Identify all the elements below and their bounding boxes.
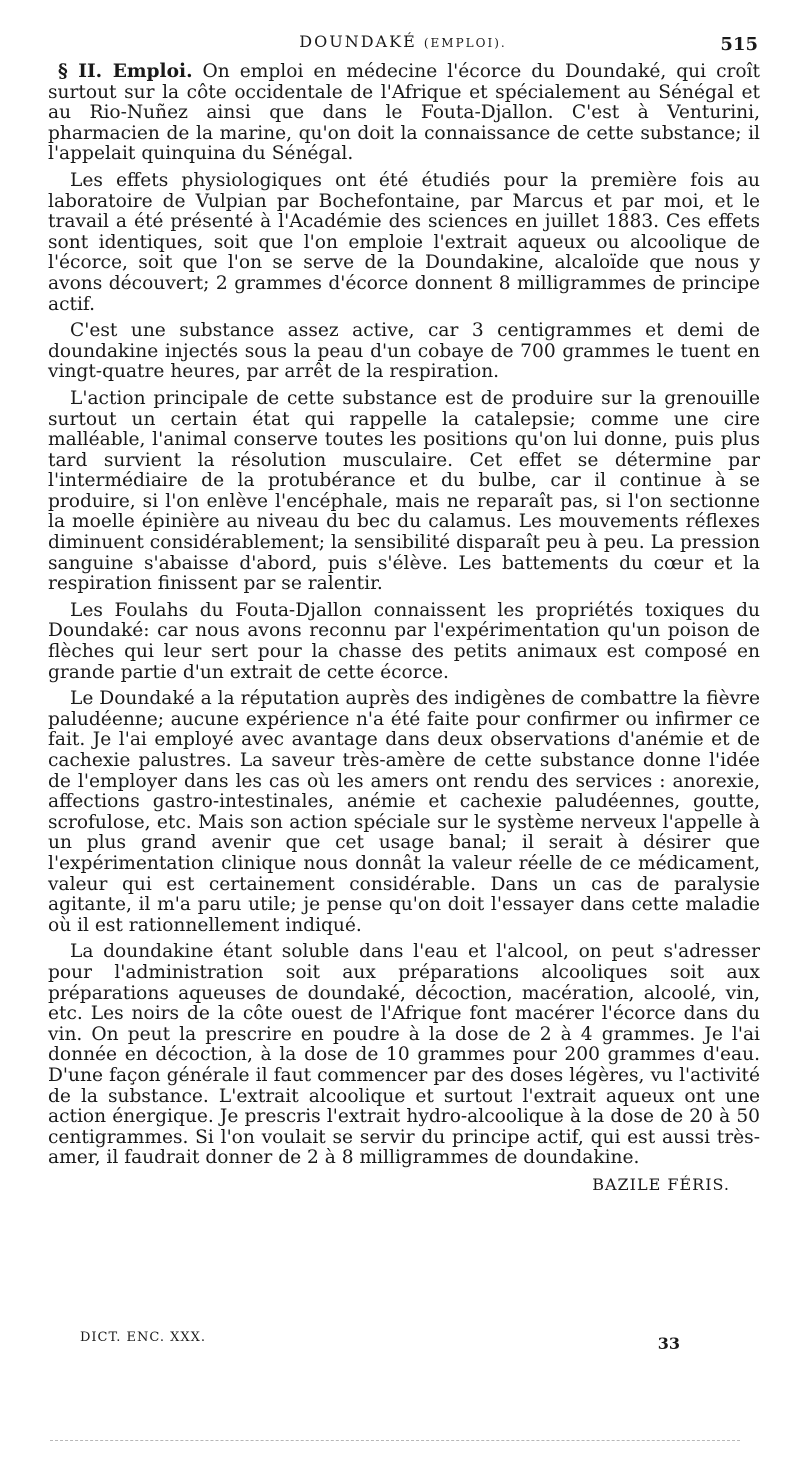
paragraph-5: Les Foulahs du Fouta-Djallon connaissent les propriétés toxiques du Doundaké: car nous avons reconnu par l'expérimentation qu'un poison de flèches qui leur sert pour la chasse des petits animaux est composé en grande partie d'un extrait de cette écorce. xyxy=(48,599,760,683)
page-footer xyxy=(80,1330,680,1360)
page-number: 515 xyxy=(720,34,758,55)
article-body xyxy=(48,62,760,1194)
paragraph-6: Le Doundaké a la réputation auprès des indigènes de combattre la fièvre paludéenne; aucune expérience n'a été faite pour confirmer ou infirmer ce fait. Je l'ai employé avec avantage dans deux observations d'anémie et de cachexie palustres. La saveur très-amère de cette substance donne l'idée de l'employer dans les cas où les amers ont rendu des services : anorexie, affections gastro-intestinales, anémie et cachexie paludéennes, goutte, scrofulose, etc. Mais son action spéciale sur le système nerveux l'appelle à un plus grand avenir que cet usage banal; il serait à désirer que l'expérimentation clinique nous donnât la valeur réelle de ce médicament, valeur qui est certainement considérable. Dans un cas de paralysie agitante, il m'a paru utile; je pense qu'on doit l'essayer dans cette maladie où il est rationnellement indiqué. xyxy=(48,688,760,936)
sheet-signature-mark: 33 xyxy=(657,1334,680,1353)
running-title-main: DOUNDAKÉ xyxy=(299,32,417,51)
paragraph-3: C'est une substance assez active, car 3 centigrammes et demi de doundakine injectés sous la peau d'un cobaye de 700 grammes le tuent en vingt-quatre heures, par arrêt de la respiration. xyxy=(48,320,760,383)
paragraph-text: On emploi en médecine l'écorce du Doundaké, qui croît surtout sur la côte occidentale de l'Afrique et spécialement au Sénégal et au Rio-Nuñez ainsi que dans le Fouta-Djallon. C'est à Venturini, pharmacien de la marine, qu'on doit la connaissance de cette substance; il l'appelait quinquina du Sénégal. xyxy=(48,61,761,165)
running-title-sub: (EMPLOI). xyxy=(423,36,507,50)
dictionary-volume: DICT. ENC. XXX. xyxy=(80,1330,207,1345)
author-signature: BAZILE FÉRIS. xyxy=(592,1174,730,1194)
paragraph-4: L'action principale de cette substance est de produire sur la grenouille surtout un certain état qui rappelle la catalepsie; comme une cire malléable, l'animal conserve toutes les positions qu'on lui donne, puis plus tard survient la résolution musculaire. Cet effet se détermine par l'intermédiaire de la protubérance et du bulbe, car il continue à se produire, si l'on enlève l'encéphale, mais ne reparaît pas, si l'on sectionne la moelle épinière au niveau du bec du calamus. Les mouvements réflexes diminuent considérablement; la sensibilité disparaît peu à peu. La pression sanguine s'abaisse d'abord, puis s'élève. Les battements du cœur et la respiration finissent par se ralentir. xyxy=(48,387,760,595)
paragraph-2: Les effets physiologiques ont été étudiés pour la première fois au laboratoire de Vulpian par Bochefontaine, par Marcus et par moi, et le travail a été présenté à l'Académie des sciences en juillet 1883. Ces effets sont identiques, soit que l'on emploie l'extrait aqueux ou alcoolique de l'écorce, soit que l'on se serve de la Doundakine, alcaloïde que nous y avons découvert; 2 grammes d'écorce donnent 8 milligrammes de principe actif. xyxy=(48,169,760,315)
running-title xyxy=(48,32,758,51)
paragraph-7: La doundakine étant soluble dans l'eau et l'alcool, on peut s'adresser pour l'administration soit aux préparations alcooliques soit aux préparations aqueuses de doundaké, décoction, macération, alcoolé, vin, etc. Les noirs de la côte ouest de l'Afrique font macérer l'écorce dans du vin. On peut la prescrire en poudre à la dose de 2 à 4 grammes. Je l'ai donnée en décoction, à la dose de 10 grammes pour 200 grammes d'eau. D'une façon générale il faut commencer par des doses légères, vu l'activité de la substance. L'extrait alcoolique et surtout l'extrait aqueux ont une action énergique. Je prescris l'extrait hydro-alcoolique à la dose de 20 à 50 centigrammes. Si l'on voulait se servir du principe actif, qui est aussi très-amer, il faudrait donner de 2 à 8 milligrammes de doundakine. xyxy=(48,941,760,1169)
paragraph-1 xyxy=(48,62,760,165)
bottom-rule xyxy=(50,1440,740,1441)
running-head xyxy=(48,28,758,58)
section-heading: § II. Emploi. xyxy=(58,61,193,82)
